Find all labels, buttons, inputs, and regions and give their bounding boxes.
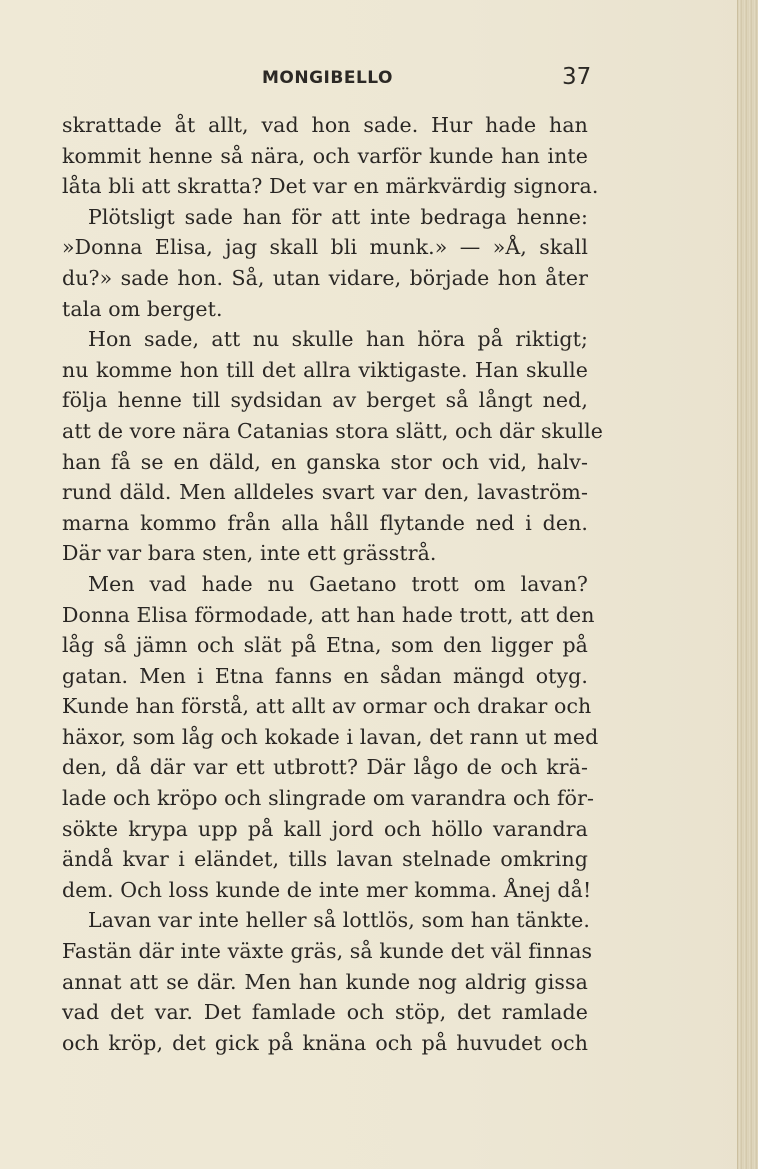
text-line: dem. Och loss kunde de inte mer komma. Ånej då! — [62, 877, 592, 902]
text-line: häxor, som låg och kokade i lavan, det rann ut med — [62, 724, 599, 749]
text-line: låta bli att skratta? Det var en märkvärdig signora. — [62, 174, 599, 199]
text-line: att de vore nära Catanias stora slätt, och där skulle — [62, 418, 604, 443]
text-line: Plötsligt sade han för att inte bedraga henne: — [88, 204, 588, 229]
text-line: annat att se där. Men han kunde nog aldrig gissa — [62, 969, 588, 994]
body-text — [62, 110, 604, 1058]
text-line: vad det var. Det famlade och stöp, det ramlade — [62, 1000, 588, 1025]
text-line: låg så jämn och slät på Etna, som den ligger på — [62, 633, 588, 658]
text-line: tala om berget. — [62, 296, 223, 321]
text-line: lade och kröpo och slingrade om varandra och för- — [62, 786, 595, 811]
text-line: kommit henne så nära, och varför kunde han inte — [62, 143, 588, 168]
text-line: Men vad hade nu Gaetano trott om lavan? — [88, 571, 588, 596]
page-number: 37 — [562, 64, 592, 90]
text-line: Där var bara sten, inte ett grässtrå. — [62, 541, 437, 566]
text-line: gatan. Men i Etna fanns en sådan mängd otyg. — [62, 663, 588, 688]
running-head — [0, 64, 758, 94]
text-line: nu komme hon till det allra viktigaste. Han skulle — [62, 357, 588, 382]
running-title: MONGIBELLO — [262, 68, 393, 88]
text-line: marna kommo från alla håll flytande ned i den. — [62, 510, 588, 535]
text-line: han få se en däld, en ganska stor och vid, halv- — [62, 449, 588, 474]
text-line: Lavan var inte heller så lottlös, som han tänkte. — [88, 908, 590, 933]
text-line: Hon sade, att nu skulle han höra på riktigt; — [88, 327, 588, 352]
text-line: du?» sade hon. Så, utan vidare, började hon åter — [62, 265, 588, 290]
text-line: den, då där var ett utbrott? Där lågo de och krä- — [62, 755, 588, 780]
text-line: rund däld. Men alldeles svart var den, lavaström- — [62, 480, 588, 505]
text-line: Donna Elisa förmodade, att han hade trott, att den — [62, 602, 595, 627]
text-line: följa henne till sydsidan av berget så långt ned, — [62, 388, 588, 413]
text-line: sökte krypa upp på kall jord och höllo varandra — [62, 816, 588, 841]
text-line: ändå kvar i eländet, tills lavan stelnade omkring — [62, 847, 588, 872]
text-line: Fastän där inte växte gräs, så kunde det väl finnas — [62, 939, 593, 964]
text-line: »Donna Elisa, jag skall bli munk.» — »Å, skall — [62, 235, 588, 260]
text-line: och kröp, det gick på knäna och på huvudet och — [62, 1030, 588, 1055]
text-line: Kunde han förstå, att allt av ormar och drakar och — [62, 694, 592, 719]
text-line: skrattade åt allt, vad hon sade. Hur hade han — [62, 113, 588, 137]
page-edge — [737, 0, 758, 1169]
